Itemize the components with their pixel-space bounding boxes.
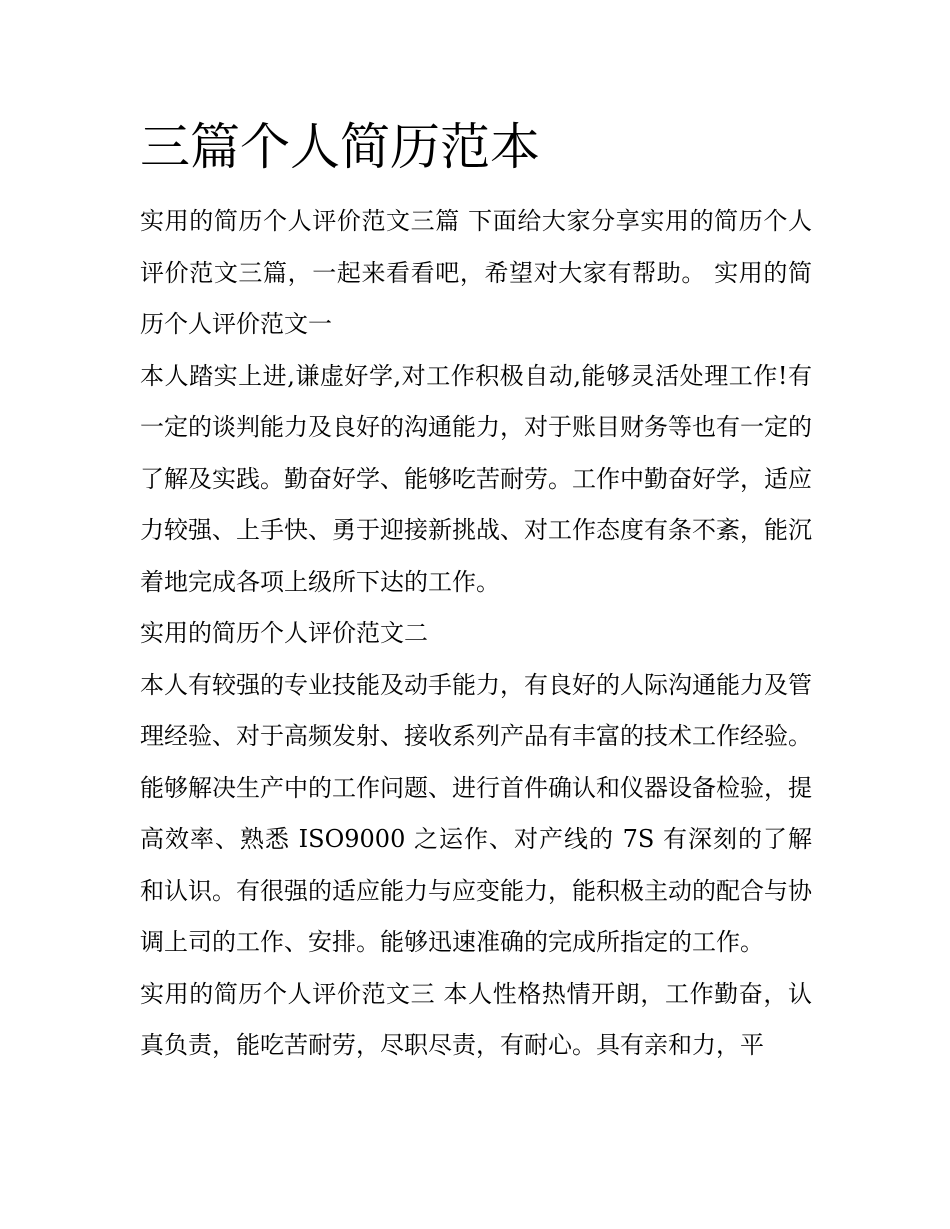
paragraph-sample-three: 实用的简历个人评价范文三 本人性格热情开朗，工作勤奋，认真负责，能吃苦耐劳，尽职尽责，有耐心。具有亲和力，平 [140, 979, 812, 1059]
document-title: 三篇个人简历范本 [140, 118, 540, 176]
paragraph-heading-two: 实用的简历个人评价范文二 [140, 619, 428, 647]
paragraph-sample-two: 本人有较强的专业技能及动手能力，有良好的人际沟通能力及管理经验、对于高频发射、接收系列产品有丰富的技术工作经验。能够解决生产中的工作问题、进行首件确认和仪器设备检验，提高效率、熟悉 ISO9000 之运作、对产线的 7S 有深刻的了解和认识。有很强的适应能力与应变能力，能积极主动的配合与协调上司的工作、安排。能够迅速准确的完成所指定的工作。 [140, 670, 812, 956]
paragraph-intro: 实用的简历个人评价范文三篇 下面给大家分享实用的简历个人评价范文三篇，一起来看看吧，希望对大家有帮助。 实用的简历个人评价范文一 [140, 207, 812, 338]
document-body [140, 112, 812, 1072]
paragraph-sample-one: 本人踏实上进,谦虚好学,对工作积极自动,能够灵活处理工作!有一定的谈判能力及良好的沟通能力，对于账目财务等也有一定的了解及实践。勤奋好学、能够吃苦耐劳。工作中勤奋好学，适应力较强、上手快、勇于迎接新挑战、对工作态度有条不紊，能沉着地完成各项上级所下达的工作。 [140, 361, 812, 596]
